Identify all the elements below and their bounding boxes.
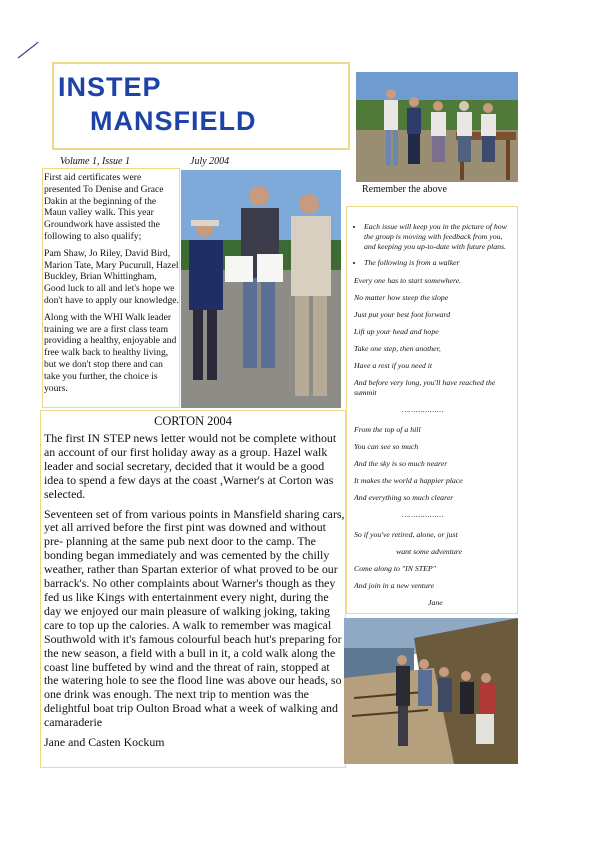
note-item: • Each issue will keep you in the picture of how the group is moving with feedback from you, and keeping you up-to-date with future plans.	[364, 222, 514, 252]
first-aid-paragraph: First aid certificates were presented To Denise and Grace Dakin at the beginning of the Maun valley walk. This year Groundwork have assisted the following to also qualify;	[44, 172, 164, 242]
issue-date: July 2004	[190, 156, 230, 167]
poem-line: Come along to "IN STEP"	[354, 564, 436, 573]
masthead-box	[52, 62, 350, 150]
coast-walk-photo	[344, 618, 518, 764]
poem-line: Take one step, then another,	[354, 344, 441, 353]
poem-signature: Jane	[428, 598, 443, 607]
poem-separator: ………………	[402, 510, 444, 519]
poem-line: No matter how steep the slope	[354, 293, 449, 302]
certificate-photo	[181, 170, 341, 408]
note-item: • The following is from a walker	[364, 258, 514, 268]
masthead-title-line1: INSTEP	[58, 72, 162, 102]
photo-caption: Remember the above	[362, 184, 447, 195]
newsletter-notes	[354, 222, 514, 268]
poem-line: And everything so much clearer	[354, 493, 454, 502]
corton-title: CORTON 2004	[154, 414, 232, 428]
poem-line: Just put your best foot forward	[354, 310, 451, 319]
first-aid-paragraph: Pam Shaw, Jo Riley, David Bird, Marion Tate, Mary Pucurull, Hazel Buckley, Brian Whittingham, Good luck to all and let's hope we don't have to apply our knowledge.	[44, 247, 179, 306]
poem-line: want some adventure	[396, 547, 462, 556]
poem-line: Every one has to start somewhere.	[354, 276, 462, 285]
corton-article	[44, 432, 346, 756]
poem-content	[354, 222, 514, 615]
poem-separator: ………………	[402, 405, 444, 414]
poem-line: Lift up your head and hope	[354, 327, 439, 336]
poem-line: From the top of a hill	[354, 425, 421, 434]
group-photo-bench	[356, 72, 518, 182]
poem-line: And the sky is so much nearer	[354, 459, 448, 468]
pen-mark	[16, 40, 40, 60]
poem-line: Have a rest if you need it	[354, 361, 433, 370]
corton-paragraph: The first IN STEP news letter would not be complete without an account of our first holiday away as a group. Hazel walk leader and social secretary, decided that it would be a good idea to spend a few days at the coast ,Warner's at Corton was selected.	[44, 431, 337, 501]
poem-line: And join in a new venture	[354, 581, 435, 590]
masthead-title-line2: MANSFIELD	[90, 106, 257, 136]
poem-line: You can see so much	[354, 442, 419, 451]
issue-number: Volume 1, Issue 1	[60, 156, 130, 167]
poem-line: And before very long, you'll have reached the summit	[354, 378, 496, 397]
poem-line: So if you've retired, alone, or just	[354, 530, 458, 539]
first-aid-article	[44, 172, 180, 399]
corton-signature: Jane and Casten Kockum	[44, 735, 165, 750]
first-aid-paragraph: Along with the WHI Walk leader training we are a first class team providing a healthy, enjoyable and free walk back to healthy living, but we don't stop there and can take you further, the choice is yours.	[44, 311, 177, 394]
corton-paragraph: Seventeen set of from various points in Mansfield sharing cars, yet all arrived before the first pint was downed and without pre- planning at the same pub next door to the camp. The bonding began immediately and was cemented by the chilly weather, rather than Spartan exterior of what proved to be our barrack's. No other complaints about Warner's though as they fed us like Kings with entertainment every night, during the day we enjoyed our main pleasure of walking joking, taking care to top up the calories. A walk to remember was magical Southwold with it's famous colourful beach hut's preparing for the new season, a field with a bull in it, a cold walk along the coast line buffeted by wind and the threat of rain, stopped at the watering hole to see the flood line was above our heads, so one drink was enough. The next trip to mention was the delightful boat trip Oulton Broad what a week of walking and camaraderie	[44, 506, 345, 730]
poem-line: It makes the world a happier place	[354, 476, 463, 485]
